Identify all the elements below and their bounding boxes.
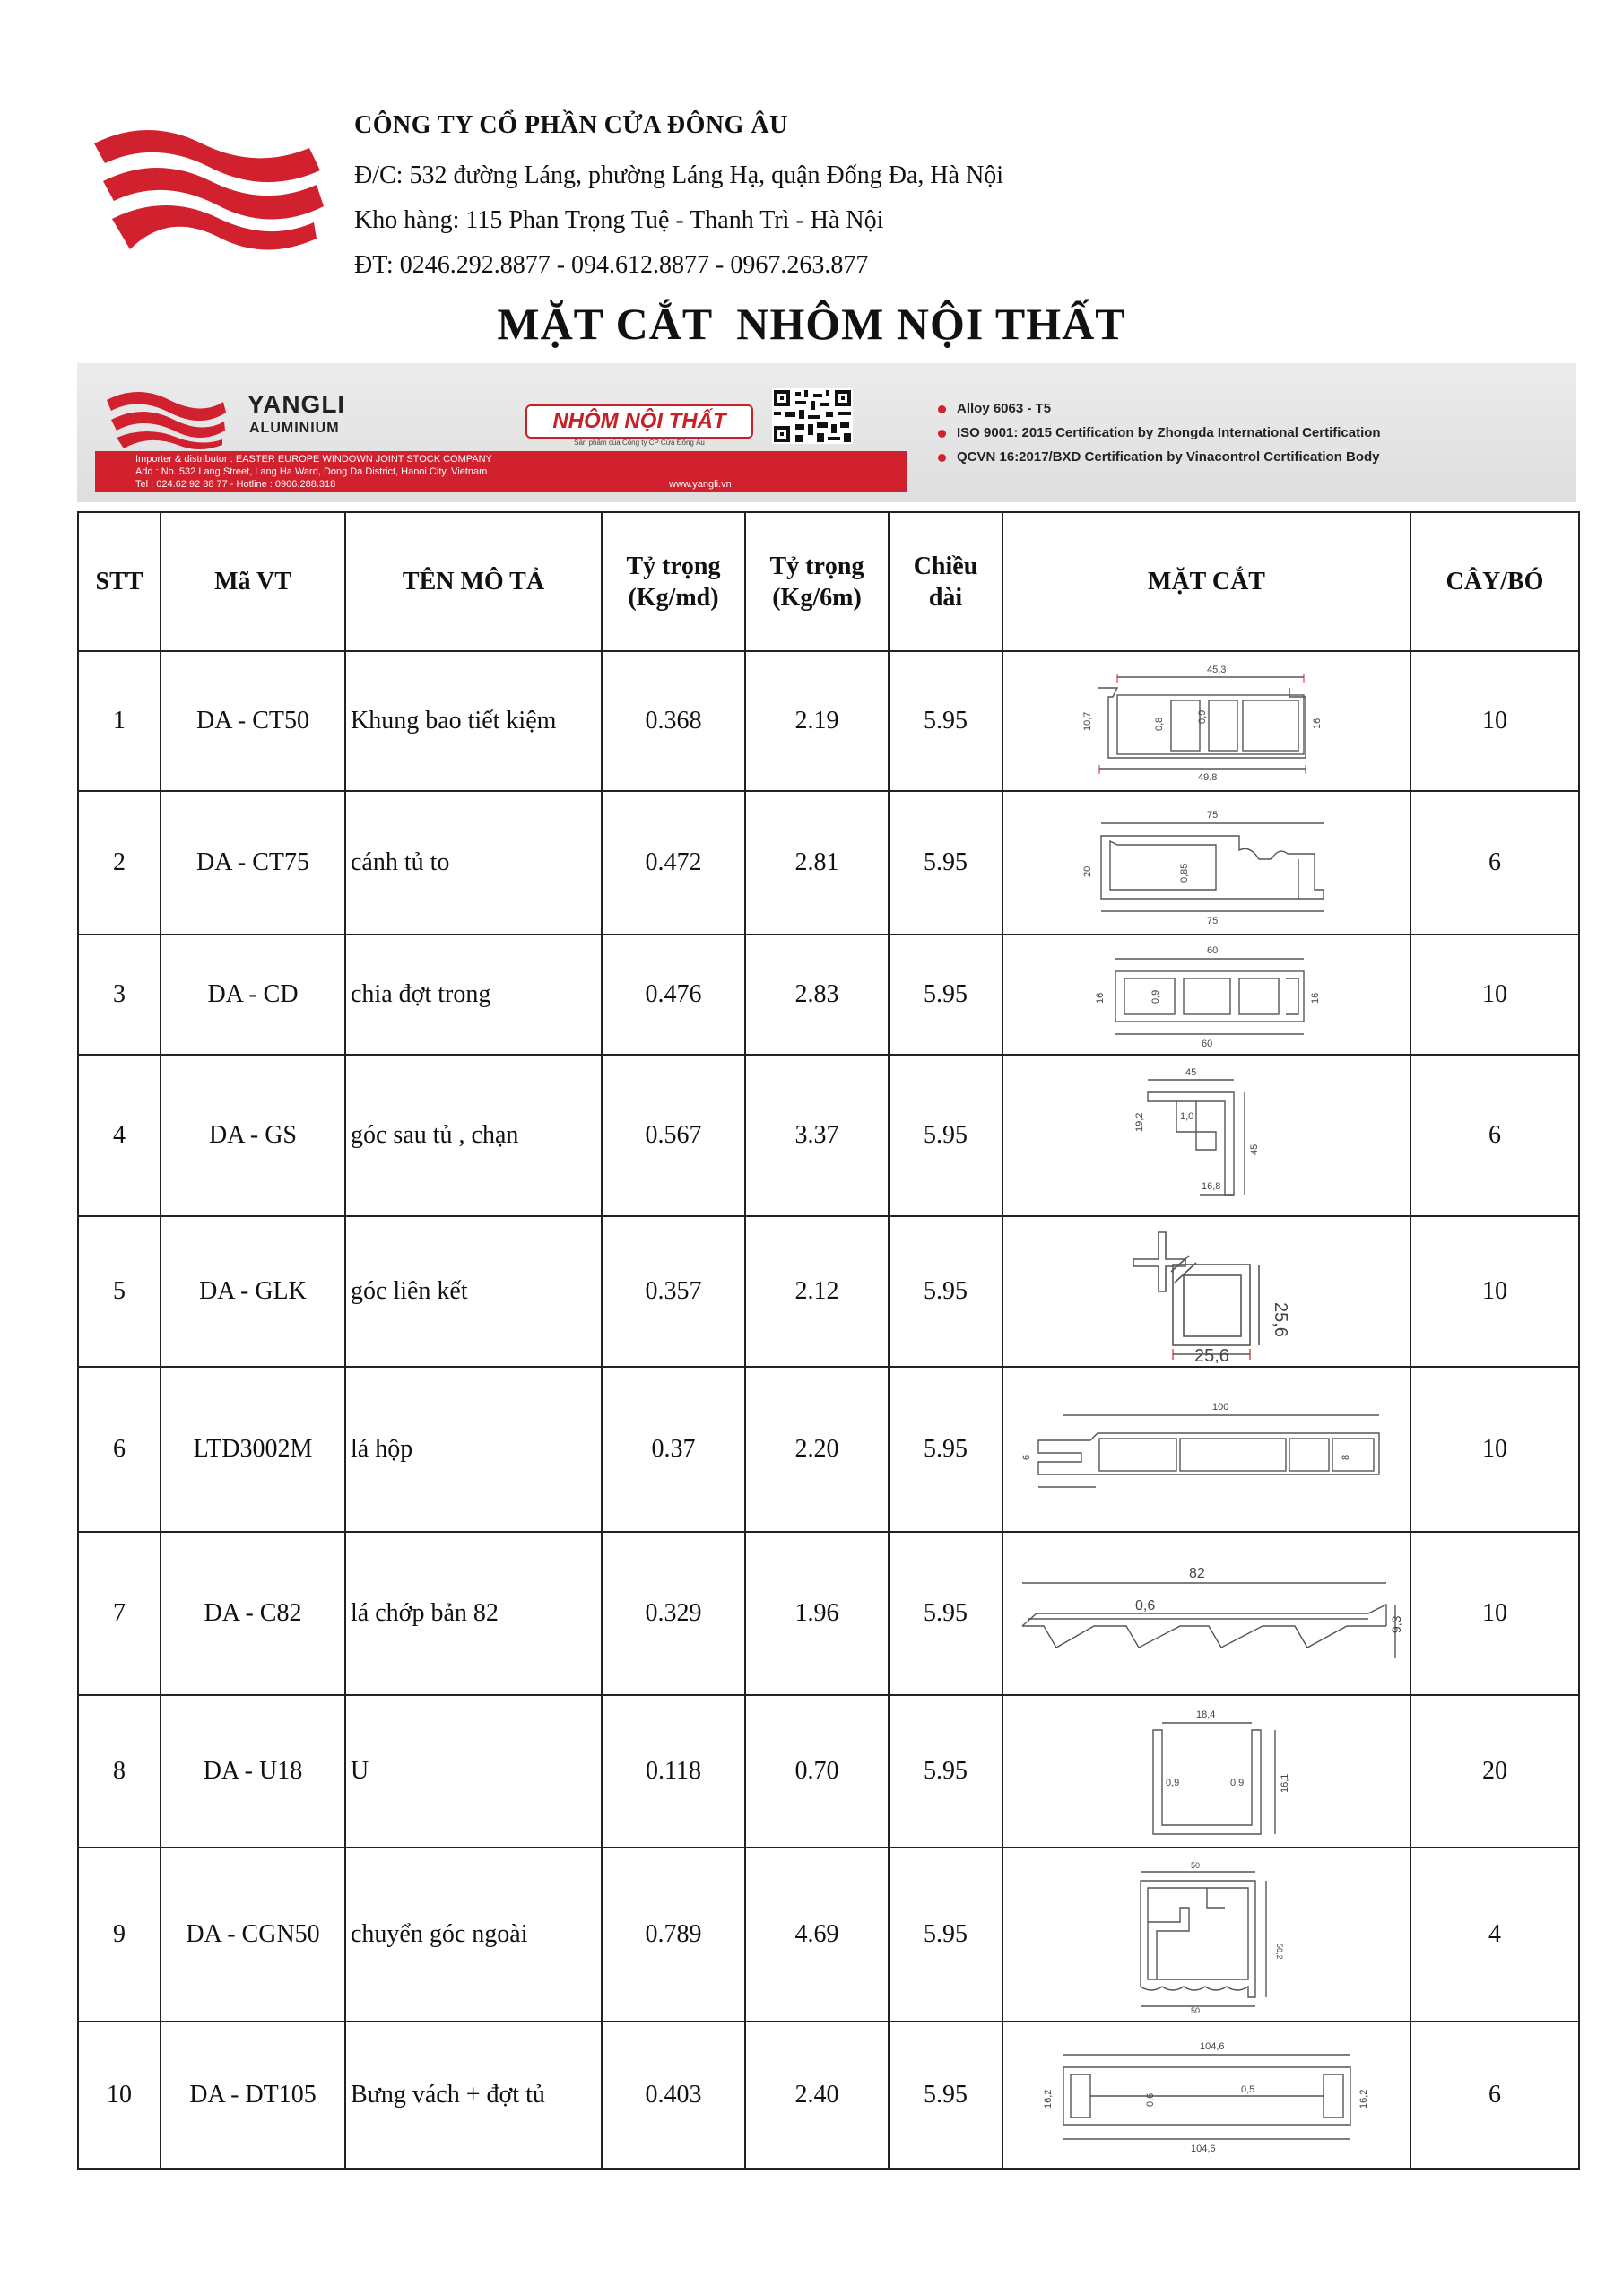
banner-product-sub: Sản phẩm của Công ty CP Cửa Đông Âu	[574, 439, 705, 447]
dim-label: 9,3	[1388, 1615, 1403, 1633]
dim-label: 49,8	[1197, 772, 1217, 781]
cell-weight-md: 0.567	[602, 1055, 745, 1216]
profile-table	[77, 511, 1580, 2170]
profile-section-drawing	[1090, 1220, 1324, 1363]
table-row	[78, 1055, 1579, 1216]
header-bundle: CÂY/BÓ	[1410, 512, 1579, 651]
cell-length: 5.95	[889, 791, 1002, 935]
cell-weight-md: 0.472	[602, 791, 745, 935]
header-stt: STT	[78, 512, 161, 651]
cell-stt: 2	[78, 791, 161, 935]
dim-label: 6	[1020, 1454, 1032, 1460]
cell-name: Bưng vách + đợt tủ	[345, 2022, 602, 2169]
cell-length: 5.95	[889, 651, 1002, 791]
cell-bundle: 10	[1410, 1532, 1579, 1695]
wave-flag-logo-icon	[94, 130, 324, 250]
dim-label: 0,9	[1165, 1778, 1179, 1788]
cell-bundle: 6	[1410, 1055, 1579, 1216]
cell-section	[1002, 1848, 1410, 2022]
header-code: Mã VT	[161, 512, 345, 651]
dim-label: 19,2	[1133, 1112, 1145, 1132]
dim-label: 45,3	[1206, 665, 1226, 675]
dim-label: 0,6	[1144, 2092, 1156, 2107]
cell-section	[1002, 1532, 1410, 1695]
cell-section	[1002, 2022, 1410, 2169]
cell-stt: 1	[78, 651, 161, 791]
dim-label: 1,0	[1179, 1111, 1193, 1122]
banner-brand: YANGLI	[247, 390, 346, 418]
banner-left	[95, 378, 938, 494]
dim-label: 75	[1206, 916, 1218, 926]
banner-contact-bar	[95, 451, 907, 492]
cell-bundle: 20	[1410, 1695, 1579, 1848]
company-address: Đ/C: 532 đường Láng, phường Láng Hạ, quận Đống Đa, Hà Nội	[354, 161, 1004, 189]
cell-section	[1002, 1055, 1410, 1216]
cell-weight-md: 0.37	[602, 1367, 745, 1532]
cell-length: 5.95	[889, 1532, 1002, 1695]
dim-label: 16	[1309, 992, 1321, 1004]
cell-weight-6m: 2.19	[745, 651, 889, 791]
cell-weight-6m: 1.96	[745, 1532, 889, 1695]
header-weight-md	[602, 512, 745, 651]
cell-weight-6m: 3.37	[745, 1055, 889, 1216]
dim-label: 0,5	[1240, 2084, 1254, 2095]
table-row	[78, 935, 1579, 1055]
yangli-banner	[77, 363, 1576, 502]
dim-label: 16,8	[1201, 1181, 1220, 1192]
cell-code: DA - U18	[161, 1695, 345, 1848]
dim-label: 60	[1206, 945, 1218, 956]
dim-label: 50	[1190, 2006, 1200, 2015]
cell-name: góc sau tủ , chạn	[345, 1055, 602, 1216]
profile-section-drawing	[1063, 939, 1350, 1050]
cell-length: 5.95	[889, 2022, 1002, 2169]
cell-section	[1002, 651, 1410, 791]
table-row	[78, 1367, 1579, 1532]
cell-name: cánh tủ to	[345, 791, 602, 935]
cert-item: QCVN 16:2017/BXD Certification by Vinacontrol Certification Body	[938, 449, 1380, 465]
dim-label: 25,6	[1193, 1346, 1229, 1363]
header-weight-md-line1: Tỷ trọng	[626, 552, 721, 580]
cell-name: U	[345, 1695, 602, 1848]
profile-section-drawing	[1063, 661, 1350, 781]
cell-code: DA - CT75	[161, 791, 345, 935]
cell-name: Khung bao tiết kiệm	[345, 651, 602, 791]
cell-weight-md: 0.403	[602, 2022, 745, 2169]
cell-length: 5.95	[889, 1055, 1002, 1216]
cell-weight-md: 0.357	[602, 1216, 745, 1367]
cell-weight-6m: 2.81	[745, 791, 889, 935]
cell-section	[1002, 1216, 1410, 1367]
cell-name: lá hộp	[345, 1367, 602, 1532]
banner-brand-sub: ALUMINIUM	[249, 421, 340, 436]
dim-label: 50,2	[1274, 1944, 1284, 1960]
header-weight-6m-line2: (Kg/6m)	[772, 583, 862, 612]
dim-label: 104,6	[1190, 2144, 1216, 2154]
company-logo	[85, 108, 327, 256]
cell-section	[1002, 791, 1410, 935]
dim-label: 104,6	[1199, 2041, 1225, 2052]
cert-item: ISO 9001: 2015 Certification by Zhongda International Certification	[938, 425, 1381, 440]
dim-label: 75	[1206, 810, 1218, 821]
dim-label: 0,9	[1229, 1778, 1244, 1788]
cell-name: góc liên kết	[345, 1216, 602, 1367]
cell-code: DA - GS	[161, 1055, 345, 1216]
table-row	[78, 651, 1579, 791]
cell-code: LTD3002M	[161, 1367, 345, 1532]
cell-stt: 3	[78, 935, 161, 1055]
cell-name: lá chớp bản 82	[345, 1532, 602, 1695]
dim-label: 0,85	[1178, 863, 1190, 883]
cert-item: Alloy 6063 - T5	[938, 401, 1051, 416]
cell-stt: 9	[78, 1848, 161, 2022]
yangli-logo-icon	[102, 382, 228, 449]
cell-code: DA - C82	[161, 1532, 345, 1695]
dim-label: 20	[1081, 865, 1093, 877]
dim-label: 0,6	[1134, 1598, 1155, 1613]
cell-section	[1002, 1695, 1410, 1848]
table-header-row	[78, 512, 1579, 651]
cell-bundle: 4	[1410, 1848, 1579, 2022]
table-row	[78, 1532, 1579, 1695]
dim-label: 16,2	[1358, 2089, 1369, 2109]
dim-label: 50	[1190, 1861, 1200, 1870]
cell-weight-md: 0.368	[602, 651, 745, 791]
dim-label: 18,4	[1195, 1709, 1215, 1720]
cell-stt: 5	[78, 1216, 161, 1367]
cell-weight-6m: 0.70	[745, 1695, 889, 1848]
header-weight-6m-line1: Tỷ trọng	[769, 552, 864, 580]
dim-label: 100	[1211, 1402, 1228, 1413]
header-weight-md-line2: (Kg/md)	[628, 583, 719, 612]
cell-code: DA - CGN50	[161, 1848, 345, 2022]
header-section: MẶT CẮT	[1002, 512, 1410, 651]
cell-stt: 8	[78, 1695, 161, 1848]
table-row	[78, 1848, 1579, 2022]
cell-stt: 10	[78, 2022, 161, 2169]
cell-weight-md: 0.118	[602, 1695, 745, 1848]
cell-bundle: 10	[1410, 935, 1579, 1055]
cell-weight-6m: 4.69	[745, 1848, 889, 2022]
cell-bundle: 6	[1410, 2022, 1579, 2169]
banner-contact: Tel : 024.62 92 88 77 - Hotline : 0906.288.318	[135, 479, 336, 490]
cell-name: chuyển góc ngoài	[345, 1848, 602, 2022]
banner-product-label: NHÔM NỘI THẤT	[525, 404, 753, 439]
cell-length: 5.95	[889, 1216, 1002, 1367]
table-row	[78, 1216, 1579, 1367]
cell-weight-6m: 2.12	[745, 1216, 889, 1367]
dim-label: 10,7	[1081, 711, 1093, 731]
cell-bundle: 6	[1410, 791, 1579, 935]
cell-weight-6m: 2.20	[745, 1367, 889, 1532]
cell-length: 5.95	[889, 1367, 1002, 1532]
table-row	[78, 1695, 1579, 1848]
dim-label: 82	[1188, 1566, 1205, 1581]
qr-code-icon	[772, 388, 853, 444]
dim-label: 45	[1248, 1144, 1260, 1155]
cell-code: DA - CT50	[161, 651, 345, 791]
cell-stt: 4	[78, 1055, 161, 1216]
banner-website: www.yangli.vn	[669, 479, 732, 490]
cell-length: 5.95	[889, 1848, 1002, 2022]
dim-label: 16,1	[1279, 1773, 1290, 1793]
header-length-line1: Chiều	[913, 552, 978, 580]
cell-stt: 6	[78, 1367, 161, 1532]
profile-section-drawing	[1090, 1854, 1324, 2015]
dim-label: 25,6	[1270, 1302, 1290, 1337]
header-length	[889, 512, 1002, 651]
profile-section-drawing	[1063, 800, 1350, 926]
cell-bundle: 10	[1410, 651, 1579, 791]
banner-importer: Importer & distributor : EASTER EUROPE WINDOWN JOINT STOCK COMPANY	[135, 454, 492, 465]
dim-label: 0,9	[1150, 989, 1161, 1004]
table-row	[78, 791, 1579, 935]
cell-bundle: 10	[1410, 1216, 1579, 1367]
company-warehouse: Kho hàng: 115 Phan Trọng Tuệ - Thanh Trì - Hà Nội	[354, 206, 884, 234]
cell-length: 5.95	[889, 935, 1002, 1055]
profile-section-drawing	[1010, 1542, 1404, 1685]
banner-address: Add : No. 532 Lang Street, Lang Ha Ward, Dong Da District, Hanoi City, Vietnam	[135, 466, 488, 477]
cell-length: 5.95	[889, 1695, 1002, 1848]
cell-weight-6m: 2.40	[745, 2022, 889, 2169]
profile-section-drawing	[1090, 1700, 1324, 1843]
cell-weight-md: 0.476	[602, 935, 745, 1055]
cell-weight-md: 0.789	[602, 1848, 745, 2022]
profile-section-drawing	[1090, 1060, 1324, 1211]
cell-weight-md: 0.329	[602, 1532, 745, 1695]
cell-section	[1002, 1367, 1410, 1532]
cell-code: DA - GLK	[161, 1216, 345, 1367]
document-title: MẶT CẮT NHÔM NỘI THẤT	[497, 299, 1126, 349]
dim-label: 0,9	[1196, 709, 1208, 724]
cell-name: chia đợt trong	[345, 935, 602, 1055]
dim-label: 16	[1311, 718, 1323, 729]
dim-label: 16,2	[1042, 2089, 1054, 2109]
profile-section-drawing	[1010, 1378, 1404, 1521]
dim-label: 0,8	[1153, 717, 1165, 731]
cell-code: DA - DT105	[161, 2022, 345, 2169]
dim-label: 60	[1201, 1039, 1212, 1049]
table-row	[78, 2022, 1579, 2169]
company-phone: ĐT: 0246.292.8877 - 094.612.8877 - 0967.263.877	[354, 251, 869, 279]
header-length-line2: dài	[928, 583, 963, 612]
profile-section-drawing	[1028, 2028, 1386, 2162]
header-name: TÊN MÔ TẢ	[345, 512, 602, 651]
cell-weight-6m: 2.83	[745, 935, 889, 1055]
header-weight-6m	[745, 512, 889, 651]
dim-label: 8	[1340, 1454, 1351, 1460]
cell-section	[1002, 935, 1410, 1055]
dim-label: 16	[1094, 992, 1106, 1004]
cell-stt: 7	[78, 1532, 161, 1695]
cell-code: DA - CD	[161, 935, 345, 1055]
cell-bundle: 10	[1410, 1367, 1579, 1532]
dim-label: 45	[1185, 1067, 1196, 1078]
company-name: CÔNG TY CỔ PHẦN CỬA ĐÔNG ÂU	[354, 111, 788, 139]
